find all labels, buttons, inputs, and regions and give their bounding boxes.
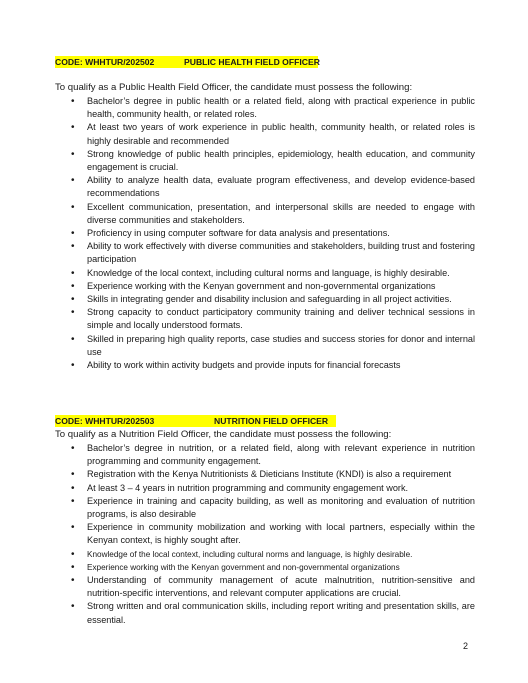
list-item: • At least 3 – 4 years in nutrition programming and community engagement work.	[55, 482, 475, 495]
list-item: • At least two years of work experience in public health, community health, or related roles is highly desirable and recommended	[55, 121, 475, 147]
section-2-title: NUTRITION FIELD OFFICER	[214, 416, 329, 426]
list-item: • Experience in training and capacity building, as well as monitoring and evaluation of nutrition programs, is also desirable	[55, 495, 475, 521]
list-item: • Skilled in preparing high quality reports, case studies and success stories for donor and internal use	[55, 333, 475, 359]
section-1-code: CODE: WHHTUR/202502	[55, 57, 155, 67]
list-item: • Ability to analyze health data, evaluate program effectiveness, and develop evidence-based recommendations	[55, 174, 475, 200]
section-1-requirements-list	[55, 95, 475, 372]
list-item: • Knowledge of the local context, including cultural norms and language, is highly desirable.	[55, 548, 475, 561]
list-item: • Strong written and oral communication skills, including report writing and presentation skills, are essential.	[55, 600, 475, 626]
section-1-title: PUBLIC HEALTH FIELD OFFICER	[184, 57, 320, 67]
list-item: • Bachelor’s degree in public health or a related field, along with practical experience in public health, community health, or related roles.	[55, 95, 475, 121]
section-1-intro: To qualify as a Public Health Field Officer, the candidate must possess the following:	[55, 82, 413, 93]
section-2-code-heading	[55, 415, 336, 427]
list-item: • Ability to work within activity budgets and provide inputs for financial forecasts	[55, 359, 475, 372]
list-item: • Proficiency in using computer software for data analysis and presentations.	[55, 227, 475, 240]
list-item: • Skills in integrating gender and disability inclusion and safeguarding in all project activities.	[55, 293, 475, 306]
list-item: • Experience in community mobilization and working with local partners, especially within the Kenyan context, is highly sought after.	[55, 521, 475, 547]
page-number: 2	[463, 641, 469, 651]
list-item: • Registration with the Kenya Nutritionists & Dieticians Institute (KNDI) is also a requirement	[55, 468, 475, 481]
section-2-code: CODE: WHHTUR/202503	[55, 416, 155, 426]
list-item: • Ability to work effectively with diverse communities and stakeholders, building trust and fostering participation	[55, 240, 475, 266]
list-item: • Strong knowledge of public health principles, epidemiology, health education, and community engagement is crucial.	[55, 148, 475, 174]
list-item: • Understanding of community management of acute malnutrition, nutrition-sensitive and nutrition-specific interventions, and relevant computer applications are crucial.	[55, 574, 475, 600]
list-item: • Excellent communication, presentation, and interpersonal skills are needed to engage with diverse communities and stakeholders.	[55, 201, 475, 227]
section-2-requirements-list	[55, 442, 475, 627]
list-item: • Experience working with the Kenyan government and non-governmental organizations	[55, 561, 475, 574]
list-item: • Knowledge of the local context, including cultural norms and language, is highly desirable.	[55, 267, 475, 280]
list-item: • Experience working with the Kenyan government and non-governmental organizations	[55, 280, 475, 293]
section-1-code-heading	[55, 56, 318, 68]
section-2-intro: To qualify as a Nutrition Field Officer, the candidate must possess the following:	[55, 429, 392, 440]
list-item: • Strong capacity to conduct participatory community training and deliver technical sessions in simple and locally understood formats.	[55, 306, 475, 332]
list-item: • Bachelor’s degree in nutrition, or a related field, along with relevant experience in nutrition programming and community engagement.	[55, 442, 475, 468]
